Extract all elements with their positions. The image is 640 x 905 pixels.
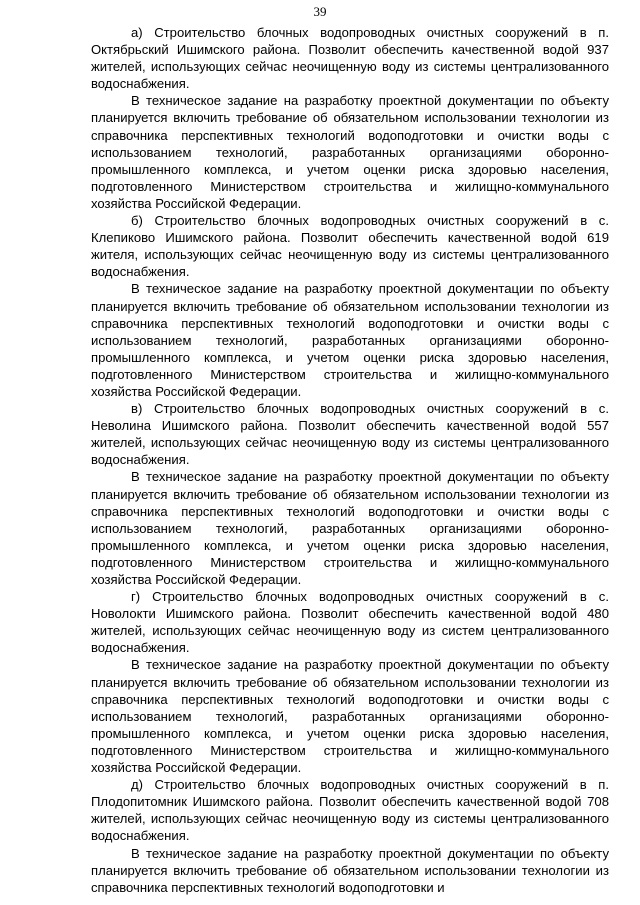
paragraph: б) Строительство блочных водопроводных очистных сооружений в с. Клепиково Ишимского района. Позволит обеспечить качественной водой 619 жителя, использующих сейчас неочищенную воду из системы централизованного водоснабжения. xyxy=(91,213,609,280)
paragraph: В техническое задание на разработку проектной документации по объекту планируется включить требование об обязательном использовании технологии из справочника перспективных технологий водоподготовки и xyxy=(91,845,609,895)
paragraph: В техническое задание на разработку проектной документации по объекту планируется включить требование об обязательном использовании технологии из справочника перспективных технологий водоподготовки и очистки воды с использованием технологий, разработанных организациями оборонно-промышленного комплекса, и учетом оценки риска здоровью населения, подготовленного Министерством строительства и жилищно-коммунального хозяйства Российской Федерации. xyxy=(91,469,609,587)
paragraph: В техническое задание на разработку проектной документации по объекту планируется включить требование об обязательном использовании технологии из справочника перспективных технологий водоподготовки и очистки воды с использованием технологий, разработанных организациями оборонно-промышленного комплекса, и учетом оценки риска здоровью населения, подготовленного Министерством строительства и жилищно-коммунального хозяйства Российской Федерации. xyxy=(91,93,609,211)
paragraph: в) Строительство блочных водопроводных очистных сооружений в с. Неволина Ишимского района. Позволит обеспечить качественной водой 557 жителей, использующих сейчас неочищенную воду из системы централизованного водоснабжения. xyxy=(91,401,609,468)
page-number: 39 xyxy=(313,4,327,19)
paragraph: В техническое задание на разработку проектной документации по объекту планируется включить требование об обязательном использовании технологии из справочника перспективных технологий водоподготовки и очистки воды с использованием технологий, разработанных организациями оборонно-промышленного комплекса, и учетом оценки риска здоровью населения, подготовленного Министерством строительства и жилищно-коммунального хозяйства Российской Федерации. xyxy=(91,281,609,399)
paragraph: д) Строительство блочных водопроводных очистных сооружений в п. Плодопитомник Ишимского района. Позволит обеспечить качественной водой 708 жителей, использующих сейчас неочищенную воду из системы централизованного водоснабжения. xyxy=(91,777,609,844)
paragraph: В техническое задание на разработку проектной документации по объекту планируется включить требование об обязательном использовании технологии из справочника перспективных технологий водоподготовки и очистки воды с использованием технологий, разработанных организациями оборонно-промышленного комплекса, и учетом оценки риска здоровью населения, подготовленного Министерством строительства и жилищно-коммунального хозяйства Российской Федерации. xyxy=(91,657,609,776)
document-body xyxy=(91,24,609,896)
paragraph: а) Строительство блочных водопроводных очистных сооружений в п. Октябрьский Ишимского района. Позволит обеспечить качественной водой 937 жителей, использующих сейчас неочищенную воду из системы централизованного водоснабжения. xyxy=(91,25,609,92)
paragraph: г) Строительство блочных водопроводных очистных сооружений в с. Новолокти Ишимского района. Позволит обеспечить качественной водой 480 жителей, использующих сейчас неочищенную воду из систем централизованного водоснабжения. xyxy=(91,589,609,656)
